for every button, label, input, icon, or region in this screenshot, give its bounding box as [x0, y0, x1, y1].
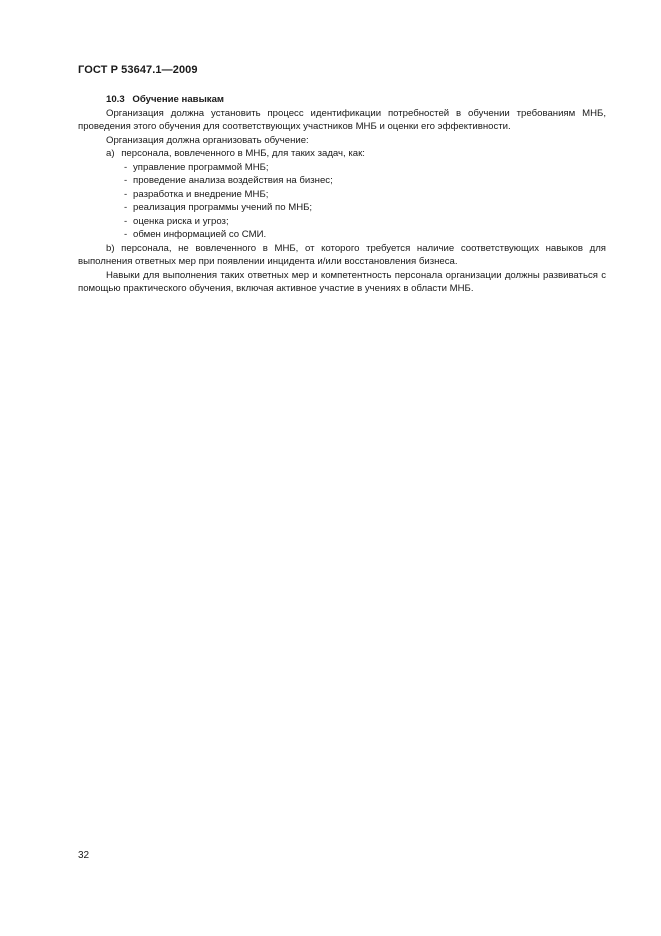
page-number: 32 — [78, 850, 90, 861]
dash-item-text: обмен информацией со СМИ. — [133, 229, 267, 240]
paragraph-training-intro: Организация должна организовать обучение: — [106, 134, 309, 146]
list-item-b-text: персонала, не вовлеченного в МНБ, от которого требуется наличие соответствующих навыков для выполнения ответных мер при появлении инцидента и/или восстановления бизнеса. — [78, 242, 607, 267]
dash-list-item: - реализация программы учений по МНБ; — [124, 202, 313, 213]
document-body — [78, 93, 606, 296]
list-marker-a: a) — [106, 148, 115, 159]
dash-list-item: - проведение анализа воздействия на бизнес; — [124, 175, 333, 186]
dash-item-text: проведение анализа воздействия на бизнес; — [133, 175, 333, 186]
paragraph-requirements: Организация должна установить процесс идентификации потребностей в обучении требованиям МНБ, проведения этого обучения для соответствующих участников МНБ и оценки его эффективности. — [78, 107, 606, 132]
dash-list-item: - оценка риска и угроз; — [124, 215, 229, 227]
list-item-b — [78, 242, 606, 269]
dash-list-item: - управление программой МНБ; — [124, 161, 269, 173]
section-number: 10.3 — [106, 94, 125, 105]
section-title: Обучение навыкам — [132, 94, 225, 105]
dash-item-text: реализация программы учений по МНБ; — [133, 202, 313, 213]
list-marker-b: b) — [106, 242, 115, 254]
list-item-a — [78, 147, 606, 161]
dash-list-item: - разработка и внедрение МНБ; — [124, 188, 269, 200]
dash-list-item: - обмен информацией со СМИ. — [124, 229, 267, 240]
dash-item-text: управление программой МНБ; — [133, 161, 269, 173]
list-item-a-text: персонала, вовлеченного в МНБ, для таких задач, как: — [121, 148, 365, 159]
dash-item-text: оценка риска и угроз; — [133, 215, 229, 227]
section-heading — [78, 93, 606, 107]
dash-item-text: разработка и внедрение МНБ; — [133, 188, 269, 200]
document-header: ГОСТ Р 53647.1—2009 — [78, 64, 198, 76]
paragraph-closing: Навыки для выполнения таких ответных мер и компетентность персонала организации должны развиваться с помощью практического обучения, включая активное участие в учениях в области МНБ. — [78, 269, 606, 294]
